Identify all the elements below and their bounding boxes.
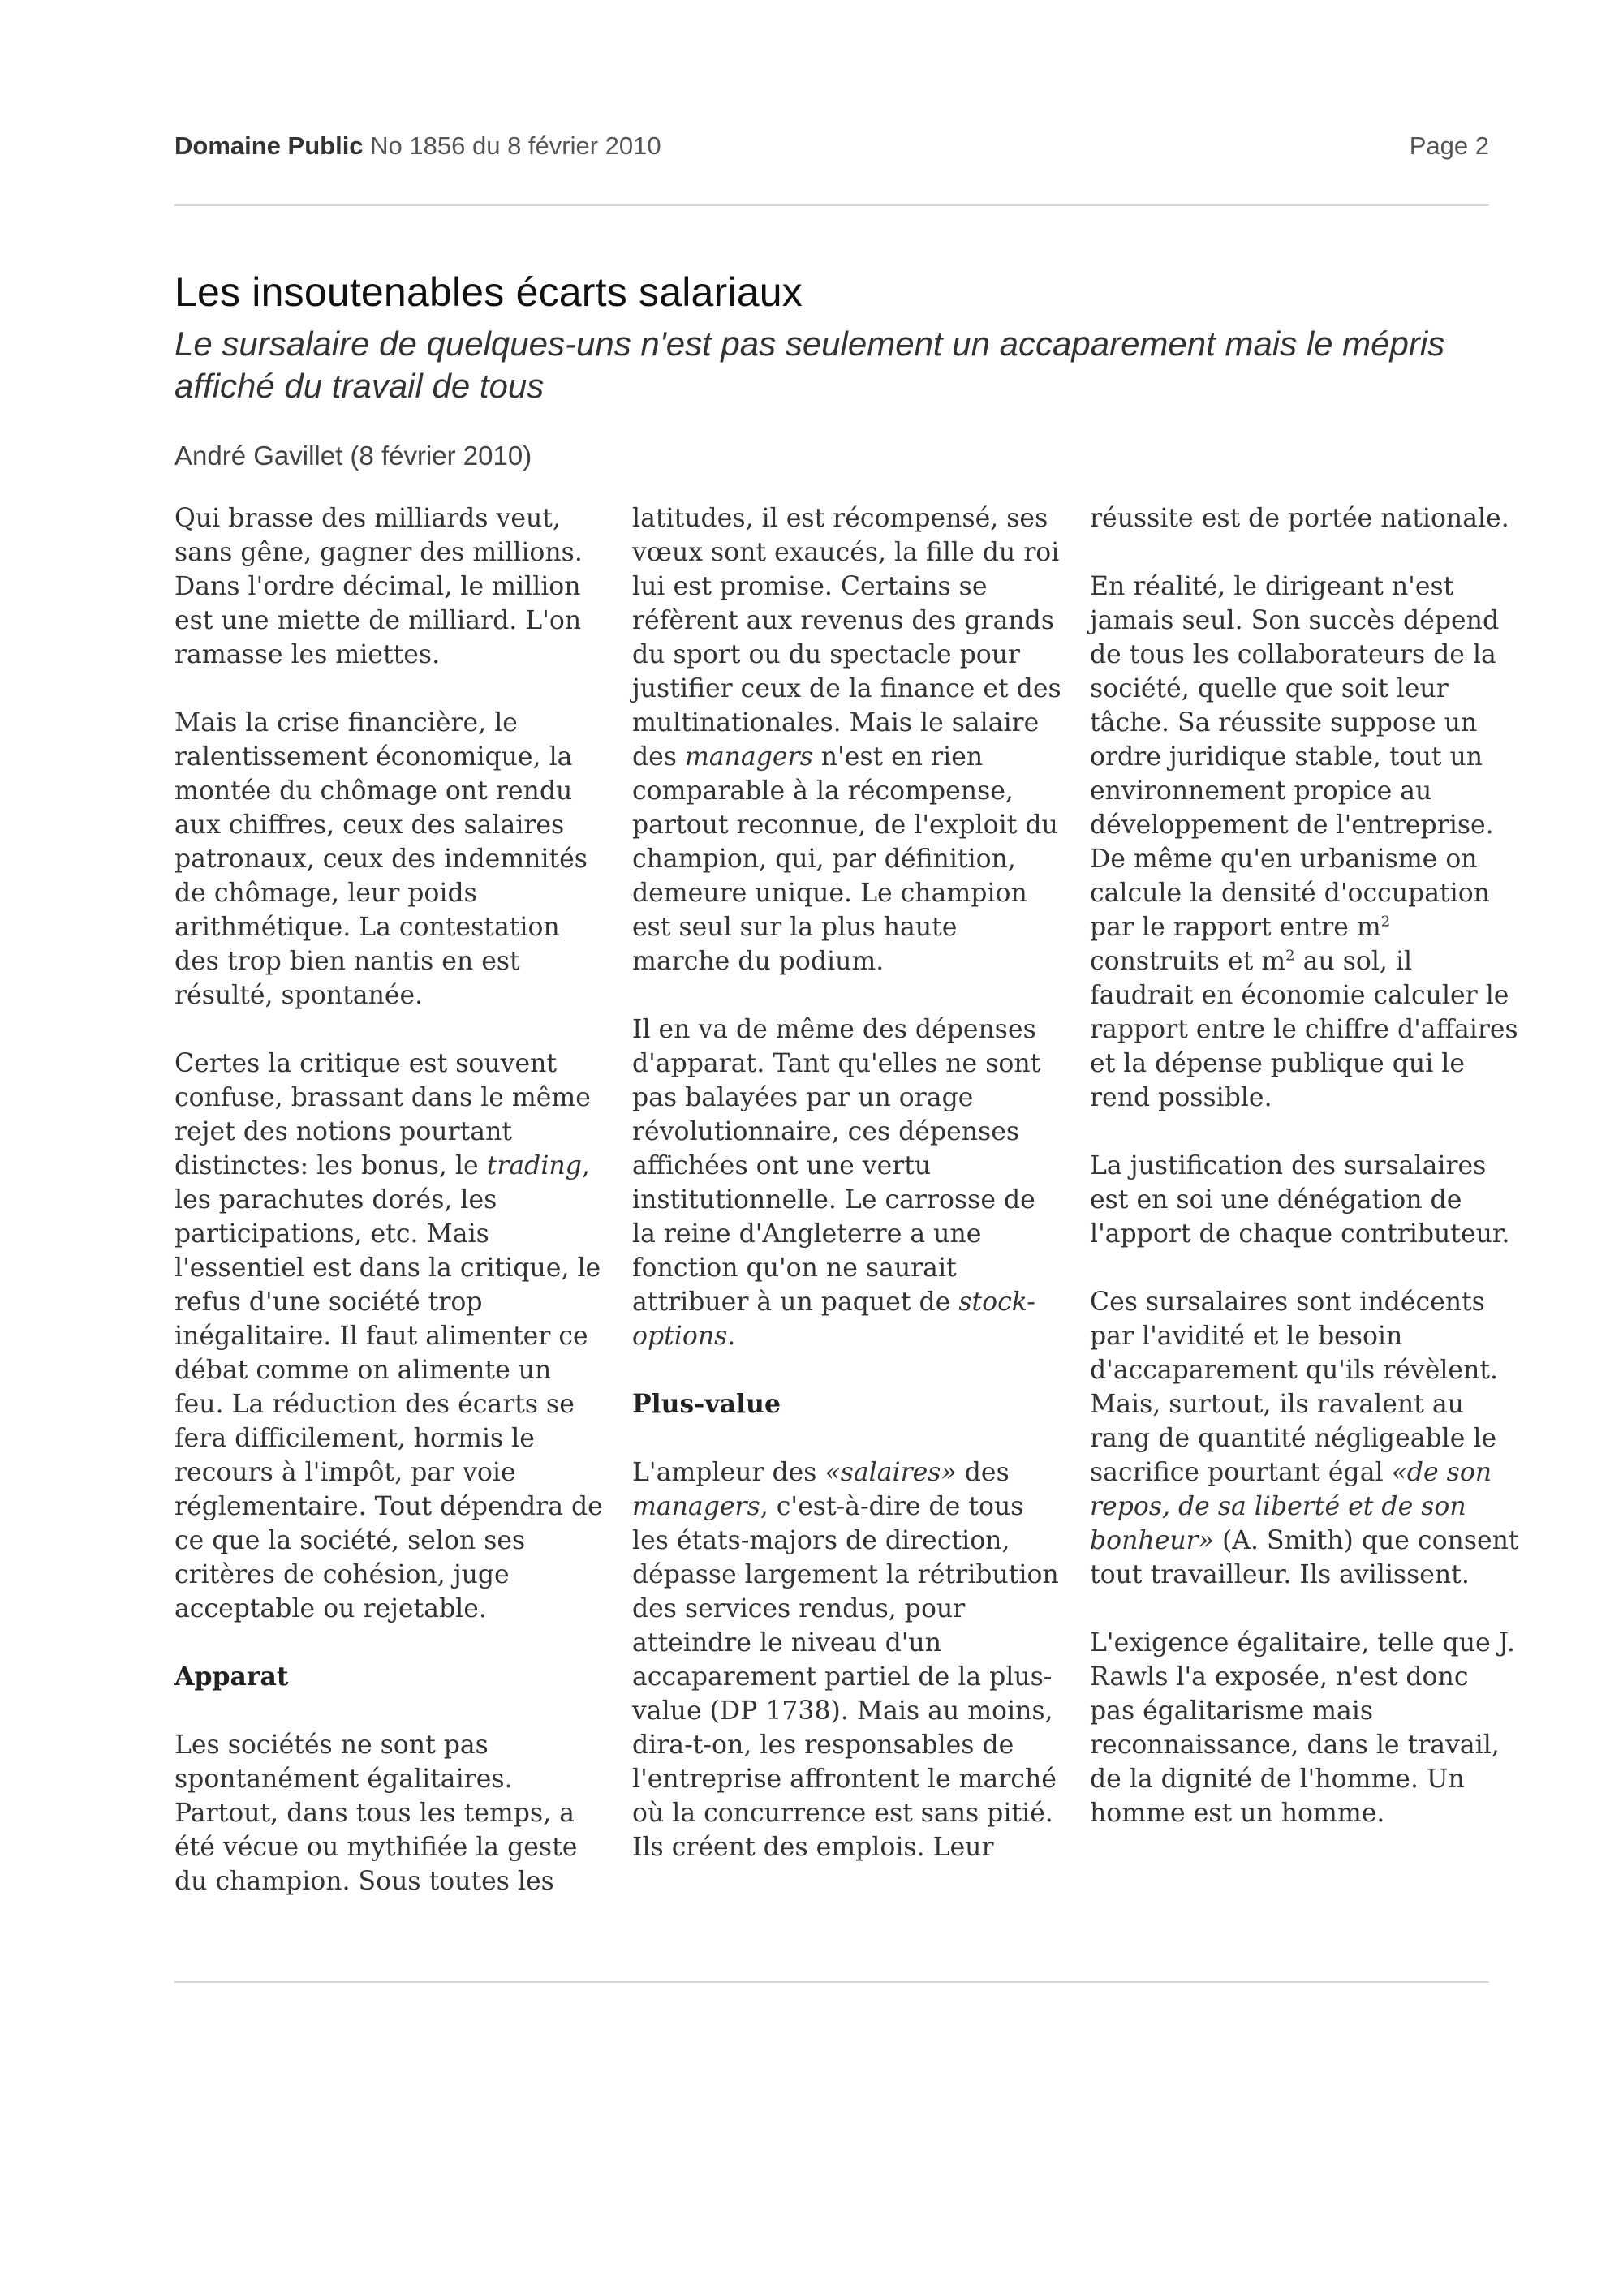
text-column-1 [174, 501, 605, 1933]
paragraph: Les sociétés ne sont pas spontanément égalitaires. Partout, dans tous les temps, a été vécue ou mythifiée la geste du champion. Sous toutes les [174, 1731, 578, 1896]
paragraph: Il en va de même des dépenses d'apparat. Tant qu'elles ne sont pas balayées par un orage révolutionnaire, ces dépenses affichées ont une vertu institutionnelle. Le carrosse de la reine d'Angleterre a une fonction qu'on ne saurait attribuer à un paquet de stock-options. [632, 1015, 1041, 1351]
paragraph: En réalité, le dirigeant n'est jamais seul. Son succès dépend de tous les collaborateurs de la société, quelle que soit leur tâche. Sa réussite suppose un ordre juridique stable, tout un environnement propice au développement de l'entreprise. De même qu'en urbanisme on calcule la densité d'occupation par le rapport entre $m^2$ construits et $m^2$ au sol, il faudrait en économie calculer le rapport entre le chiffre d'affaires et la dépense publique qui le rend possible. [1090, 572, 1518, 1112]
publication-name: Domaine Public [174, 131, 364, 160]
article-title: Les insoutenables écarts salariaux [174, 269, 803, 315]
paragraph: La justification des sursalaires est en soi une dénégation de l'apport de chaque contributeur. [1090, 1151, 1510, 1249]
section-heading-plus-value: Plus-value [632, 1389, 781, 1419]
article-subtitle: Le sursalaire de quelques-uns n'est pas seulement un accaparement mais le mépris affiché du travail de tous [174, 325, 1445, 405]
issue-info: No 1856 du 8 février 2010 [370, 131, 661, 160]
paragraph: L'exigence égalitaire, telle que J. Rawls l'a exposée, n'est donc pas égalitarisme mais reconnaissance, dans le travail, de la dignité de l'homme. Un homme est un homme. [1090, 1628, 1515, 1828]
paragraph: Ces sursalaires sont indécents par l'avidité et le besoin d'accaparement qu'ils révèlent. Mais, surtout, ils ravalent au rang de quantité négligeable le sacrifice pourtant égal «de son repos, de sa liberté et de son bonheur» (A. Smith) que consent tout travailleur. Ils avilissent. [1090, 1288, 1519, 1589]
paragraph: latitudes, il est récompensé, ses vœux sont exaucés, la fille du roi lui est promise. Certains se réfèrent aux revenus des grands du sport ou du spectacle pour justifier ceux de la finance et des multinationales. Mais le salaire des managers n'est en rien comparable à la récompense, partout reconnue, de l'exploit du champion, qui, par définition, demeure unique. Le champion est seul sur la plus haute marche du podium. [632, 504, 1061, 976]
page-number: Page 2 [1409, 131, 1489, 160]
paragraph: Qui brasse des milliards veut, sans gêne, gagner des millions. Dans l'ordre décimal, le million est une miette de milliard. L'on ramasse les miettes. [174, 504, 583, 669]
paragraph: Mais la crise financière, le ralentissement économique, la montée du chômage ont rendu aux chiffres, ceux des salaires patronaux, ceux des indemnités de chômage, leur poids arithmétique. La contestation des trop bien nantis en est résulté, spontanée. [174, 708, 588, 1010]
header-divider [174, 204, 1489, 206]
paragraph: L'ampleur des «salaires» des managers, c'est-à-dire de tous les états-majors de direction, dépasse largement la rétribution des services rendus, pour atteindre le niveau d'un accaparement partiel de la plus-value (DP 1738). Mais au moins, dira-t-on, les responsables de l'entreprise affrontent le marché où la concurrence est sans pitié. Ils créent des emplois. Leur [632, 1458, 1059, 1862]
footer-divider [174, 1981, 1489, 1983]
text-column-3 [1090, 501, 1520, 1864]
paragraph: réussite est de portée nationale. [1090, 504, 1509, 533]
page-header [174, 131, 1489, 172]
paragraph: Certes la critique est souvent confuse, brassant dans le même rejet des notions pourtant distinctes: les bonus, le trading, les parachutes dorés, les participations, etc. Mais l'essentiel est dans la critique, le refus d'une société trop inégalitaire. Il faut alimenter ce débat comme on alimente un feu. La réduction des écarts se fera difficilement, hormis le recours à l'impôt, par voie réglementaire. Tout dépendra de ce que la société, selon ses critères de cohésion, juge acceptable ou rejetable. [174, 1049, 603, 1623]
article-byline: André Gavillet (8 février 2010) [174, 441, 532, 471]
text-column-2 [632, 501, 1062, 1898]
section-heading-apparat: Apparat [174, 1662, 289, 1692]
